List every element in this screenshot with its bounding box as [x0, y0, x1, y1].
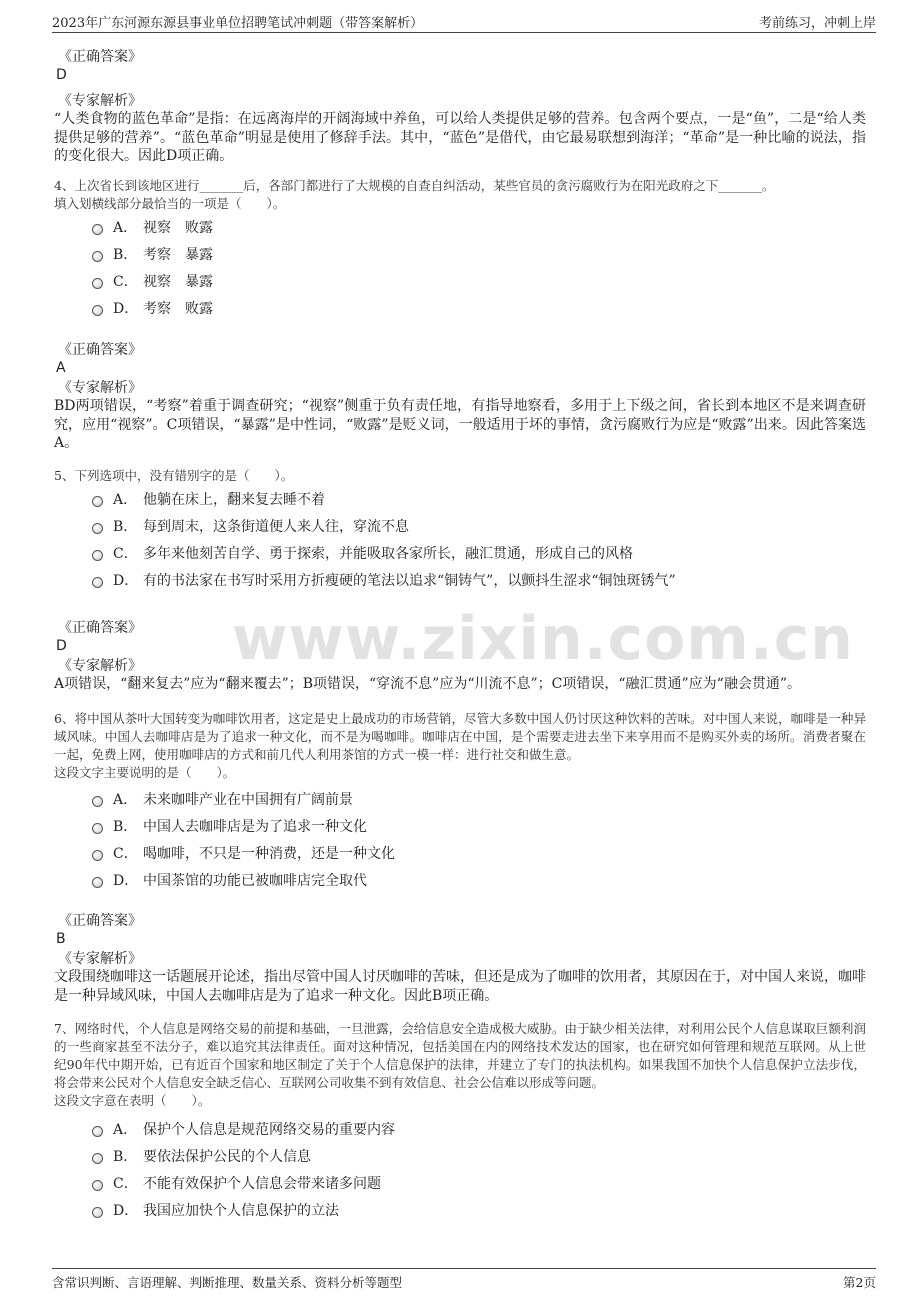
explanation-label: 《专家解析》	[58, 380, 142, 396]
q4-explanation-section	[54, 379, 866, 453]
answer-label: 《正确答案》	[58, 620, 142, 636]
explanation-text: 文段围绕咖啡这一话题展开论述，指出尽管中国人讨厌咖啡的苦味，但还是成为了咖啡的饮用者，其原因在于，对中国人来说，咖啡是一种异域风味，中国人去咖啡店是为了追求一种文化。因此B项正确。	[54, 969, 866, 1004]
radio-icon[interactable]	[92, 1180, 103, 1191]
option-b[interactable]: B． 每到周末，这条街道便人来人往，穿流不息	[92, 512, 676, 539]
q7-options	[92, 1115, 395, 1223]
question-4	[54, 177, 866, 213]
page-header	[52, 10, 876, 33]
radio-icon[interactable]	[92, 796, 103, 807]
question-text: 4、上次省长到该地区进行_______后，各部门都进行了大规模的自查自纠活动，某些官员的贪污腐败行为在阳光政府之下_______。	[54, 178, 775, 193]
q3-explanation-section	[54, 92, 866, 166]
answer-label: 《正确答案》	[58, 342, 142, 358]
question-7	[54, 1020, 866, 1110]
q4-answer-section	[54, 341, 866, 377]
option-d[interactable]: D． 中国茶馆的功能已被咖啡店完全取代	[92, 866, 395, 893]
page-footer	[52, 1268, 876, 1293]
radio-icon[interactable]	[92, 877, 103, 888]
option-a[interactable]: A． 他躺在床上，翻来复去睡不着	[92, 485, 676, 512]
explanation-label: 《专家解析》	[58, 951, 142, 967]
explanation-label: 《专家解析》	[58, 93, 142, 109]
radio-icon[interactable]	[92, 1126, 103, 1137]
radio-icon[interactable]	[92, 305, 103, 316]
explanation-text: BD两项错误，“考察”着重于调查研究；“视察”侧重于负有责任地，有指导地察看，多用于上下级之间，省长到本地区不是来调查研究，应用“视察”。C项错误，“暴露”是中性词，“败露”是贬义词，一般适用于坏的事情，贪污腐败行为应是“败露”出来。因此答案选A。	[54, 398, 866, 451]
option-d[interactable]: D． 我国应加快个人信息保护的立法	[92, 1196, 395, 1223]
answer-value: B	[56, 931, 66, 947]
option-c[interactable]: C． 不能有效保护个人信息会带来诸多问题	[92, 1169, 395, 1196]
option-c[interactable]: C． 喝咖啡，不只是一种消费，还是一种文化	[92, 839, 395, 866]
radio-icon[interactable]	[92, 224, 103, 235]
q5-answer-section	[54, 619, 866, 655]
option-b[interactable]: B． 中国人去咖啡店是为了追求一种文化	[92, 812, 395, 839]
option-c[interactable]: C． 多年来他刻苦自学、勇于探索，并能吸取各家所长，融汇贯通，形成自己的风格	[92, 539, 676, 566]
radio-icon[interactable]	[92, 278, 103, 289]
option-c[interactable]: C． 视察 暴露	[92, 267, 213, 294]
option-d[interactable]: D． 有的书法家在书写时采用方折瘦硬的笔法以追求“铜铸气”，以颤抖生涩求“铜蚀斑锈气”	[92, 566, 676, 593]
document-title: 2023年广东河源东源县事业单位招聘笔试冲刺题（带答案解析）	[52, 16, 424, 31]
footer-description: 含常识判断、言语理解、判断推理、数量关系、资料分析等题型	[52, 1275, 403, 1290]
option-a[interactable]: A． 保护个人信息是规范网络交易的重要内容	[92, 1115, 395, 1142]
explanation-text: “人类食物的蓝色革命”是指：在远离海岸的开阔海域中养鱼，可以给人类提供足够的营养。包含两个要点，一是“鱼”，二是“给人类提供足够的营养”。“蓝色革命”明显是使用了修辞手法。其中，“蓝色”是借代，由它最易联想到海洋；“革命”是一种比喻的说法，指的变化很大。因此D项正确。	[54, 111, 866, 164]
question-text: 6、将中国从茶叶大国转变为咖啡饮用者，这定是史上最成功的市场营销，尽管大多数中国人仍讨厌这种饮料的苦味。对中国人来说，咖啡是一种异域风味。中国人去咖啡店是为了追求一种文化，而不是为喝咖啡。咖啡店在中国，是个需要走进去坐下来享用而不是购买外卖的场所。消费者聚在一起，免费上网，使用咖啡店的方式和前几代人利用茶馆的方式一模一样：进行社交和做生意。	[54, 711, 866, 762]
radio-icon[interactable]	[92, 251, 103, 262]
radio-icon[interactable]	[92, 550, 103, 561]
q6-options	[92, 785, 395, 893]
q3-answer-section	[54, 48, 866, 84]
radio-icon[interactable]	[92, 1207, 103, 1218]
option-a[interactable]: A． 视察 败露	[92, 213, 213, 240]
radio-icon[interactable]	[92, 850, 103, 861]
radio-icon[interactable]	[92, 496, 103, 507]
option-b[interactable]: B． 要依法保护公民的个人信息	[92, 1142, 395, 1169]
question-text: 5、下列选项中，没有错别字的是（ ）。	[54, 468, 294, 483]
q4-options	[92, 213, 213, 321]
radio-icon[interactable]	[92, 1153, 103, 1164]
q5-options	[92, 485, 676, 593]
question-prompt: 填入划横线部分最恰当的一项是（ ）。	[54, 196, 286, 211]
answer-value: D	[56, 638, 67, 654]
q6-explanation-section	[54, 950, 866, 1005]
explanation-label: 《专家解析》	[58, 658, 142, 674]
radio-icon[interactable]	[92, 523, 103, 534]
page-number: 第2页	[843, 1275, 876, 1290]
question-prompt: 这段文字主要说明的是（ ）。	[54, 765, 236, 780]
answer-label: 《正确答案》	[58, 913, 142, 929]
question-prompt: 这段文字意在表明（ ）。	[54, 1093, 211, 1108]
header-slogan: 考前练习，冲刺上岸	[758, 16, 876, 31]
option-d[interactable]: D． 考察 败露	[92, 294, 213, 321]
answer-label: 《正确答案》	[58, 49, 142, 65]
answer-value: D	[56, 67, 67, 83]
answer-value: A	[56, 360, 66, 376]
watermark: www.zixin.com.cn	[232, 604, 854, 674]
q6-answer-section	[54, 912, 866, 948]
question-6	[54, 710, 866, 782]
question-text: 7、网络时代，个人信息是网络交易的前提和基础，一旦泄露，会给信息安全造成极大威胁。由于缺少相关法律，对利用公民个人信息谋取巨额利润的一些商家甚至不法分子，难以追究其法律责任。面对这种情况，包括美国在内的网络技术发达的国家，也在研究如何管理和规范互联网。从上世纪90年代中期开始，已有近百个国家和地区制定了关于个人信息保护的法律，并建立了专门的执法机构。如果我国不加快个人信息保护立法步伐，将会带来公民对个人信息安全缺乏信心、互联网公司收集不到有效信息、社会公信难以形成等问题。	[54, 1021, 866, 1090]
option-a[interactable]: A． 未来咖啡产业在中国拥有广阔前景	[92, 785, 395, 812]
q5-explanation-section	[54, 657, 866, 694]
radio-icon[interactable]	[92, 823, 103, 834]
question-5	[54, 467, 866, 485]
radio-icon[interactable]	[92, 577, 103, 588]
option-b[interactable]: B． 考察 暴露	[92, 240, 213, 267]
explanation-text: A项错误，“翻来复去”应为“翻来覆去”；B项错误，“穿流不息”应为“川流不息”；C项错误，“融汇贯通”应为“融会贯通”。	[54, 676, 801, 692]
